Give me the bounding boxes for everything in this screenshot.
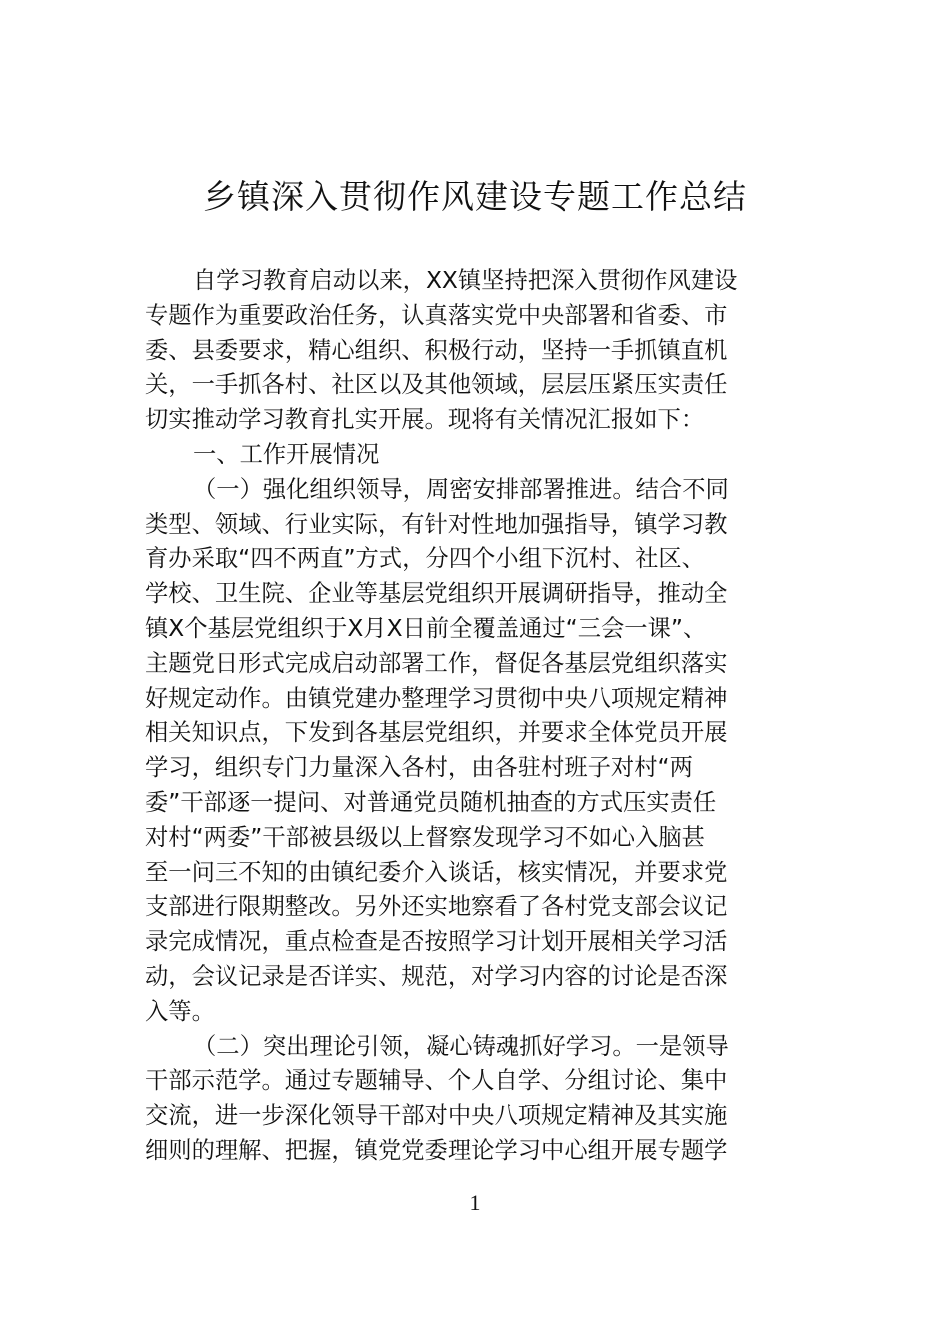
body-line: 细则的理解、把握，镇党党委理论学习中心组开展专题学 bbox=[145, 1136, 728, 1164]
body-line: 录完成情况，重点检查是否按照学习计划开展相关学习活 bbox=[145, 928, 728, 956]
body-line: 支部进行限期整改。另外还实地察看了各村党支部会议记 bbox=[145, 893, 728, 921]
body-line: （二）突出理论引领，凝心铸魂抓好学习。一是领导 bbox=[193, 1032, 729, 1060]
body-line: 自学习教育启动以来，XX镇坚持把深入贯彻作风建设 bbox=[193, 267, 738, 294]
body-line: 类型、领域、行业实际，有针对性地加强指导，镇学习教 bbox=[145, 510, 728, 538]
body-line: （一）强化组织领导，周密安排部署推进。结合不同 bbox=[193, 475, 729, 503]
body-line: 委、县委要求，精心组织、积极行动，坚持一手抓镇直机 bbox=[145, 336, 728, 364]
document-body bbox=[145, 264, 813, 1169]
page-number: 1 bbox=[469, 1190, 481, 1215]
body-line: 对村“两委”干部被县级以上督察发现学习不如心入脑甚 bbox=[145, 823, 705, 851]
body-line: 交流，进一步深化领导干部对中央八项规定精神及其实施 bbox=[145, 1102, 728, 1130]
document-title: 乡镇深入贯彻作风建设专题工作总结 bbox=[203, 177, 747, 216]
body-line: 好规定动作。由镇党建办整理学习贯彻中央八项规定精神 bbox=[145, 684, 728, 712]
body-line: 相关知识点，下发到各基层党组织，并要求全体党员开展 bbox=[145, 719, 728, 747]
body-line: 至一问三不知的由镇纪委介入谈话，核实情况，并要求党 bbox=[145, 858, 728, 886]
body-line: 学习，组织专门力量深入各村，由各驻村班子对村“两 bbox=[145, 754, 693, 782]
body-line: 关，一手抓各村、社区以及其他领域，层层压紧压实责任 bbox=[145, 371, 728, 399]
body-line: 主题党日形式完成启动部署工作，督促各基层党组织落实 bbox=[145, 649, 728, 677]
body-line: 干部示范学。通过专题辅导、个人自学、分组讨论、集中 bbox=[145, 1067, 728, 1095]
body-line: 委”干部逐一提问、对普通党员随机抽查的方式压实责任 bbox=[145, 788, 717, 816]
body-line: 切实推动学习教育扎实开展。现将有关情况汇报如下： bbox=[145, 406, 705, 434]
body-line: 专题作为重要政治任务，认真落实党中央部署和省委、市 bbox=[145, 301, 728, 329]
body-line: 动，会议记录是否详实、规范，对学习内容的讨论是否深 bbox=[145, 962, 728, 990]
body-line: 一、工作开展情况 bbox=[193, 440, 380, 468]
body-line: 镇X个基层党组织于X月X日前全覆盖通过“三会一课”、 bbox=[145, 614, 707, 642]
body-line: 育办采取“四不两直”方式，分四个小组下沉村、社区、 bbox=[145, 545, 705, 573]
body-line: 学校、卫生院、企业等基层党组织开展调研指导，推动全 bbox=[145, 580, 728, 608]
body-line: 入等。 bbox=[145, 997, 215, 1025]
